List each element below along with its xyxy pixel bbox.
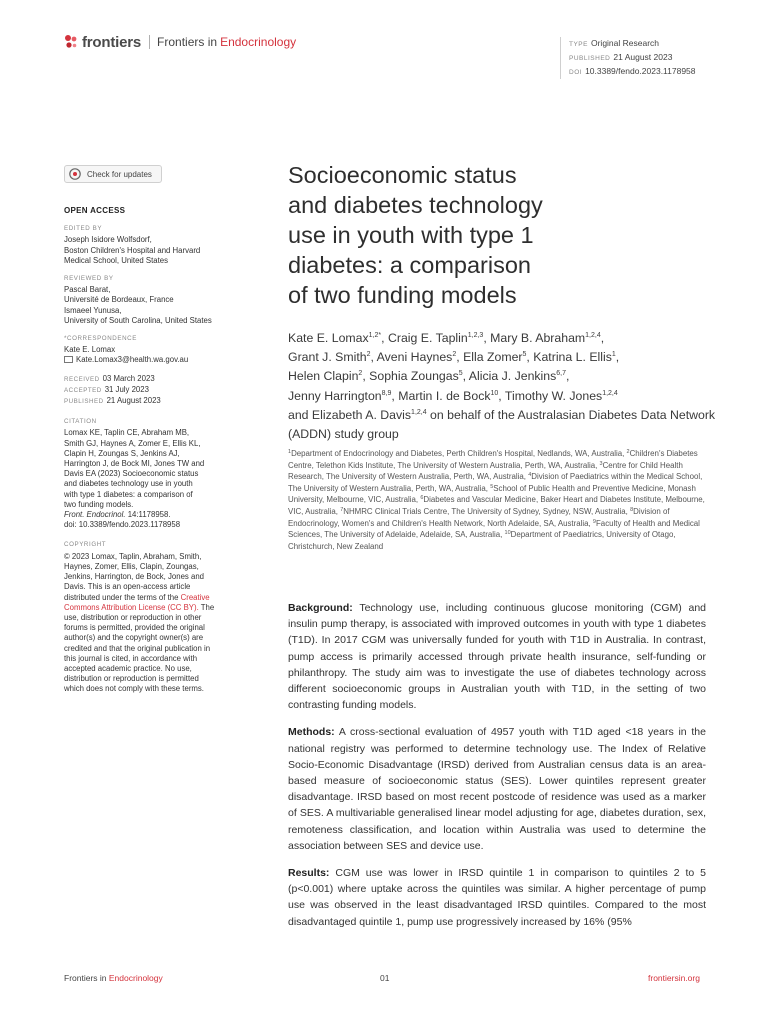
author-name[interactable]: Craig E. Taplin bbox=[387, 331, 468, 345]
citation-line: with type 1 diabetes: a comparison of bbox=[64, 489, 193, 499]
author-affiliation-marker: 1,2,4 bbox=[602, 389, 618, 397]
copyright-line: author(s) and the copyright owner(s) are bbox=[64, 633, 204, 643]
author-separator: , bbox=[566, 369, 570, 384]
author-affiliation-marker: 1,2,3 bbox=[467, 332, 484, 339]
type-label: TYPE bbox=[569, 41, 588, 48]
article-type: Original Research bbox=[590, 38, 660, 48]
author-name[interactable]: Kate E. Lomax bbox=[288, 331, 369, 345]
reviewer-line: Université de Bordeaux, France bbox=[64, 295, 174, 305]
author-name[interactable]: Aveni Haynes bbox=[376, 350, 453, 365]
citation-volume: 14:1178958. bbox=[127, 510, 171, 520]
author-affiliation-marker: 10 bbox=[490, 389, 499, 397]
copyright-line: accepted academic practice. No use, bbox=[64, 663, 192, 673]
abstract-heading: Methods: bbox=[288, 726, 335, 739]
author-separator: , bbox=[483, 331, 491, 345]
copyright-line: distributed under the terms of the bbox=[64, 592, 179, 602]
copyright-line: Davis. This is an open-access article bbox=[64, 582, 191, 592]
author-separator: , bbox=[362, 369, 370, 384]
footer-journal-prefix: Frontiers in bbox=[64, 973, 107, 983]
affiliation-number: 5 bbox=[490, 483, 494, 490]
author-name[interactable]: Helen Clapin bbox=[288, 369, 359, 384]
citation-line: Clapin H, Zoungas S, Jenkins AJ, bbox=[64, 448, 180, 458]
copyright-line: Haynes, Zomer, Ellis, Clapin, Zoungas, bbox=[64, 561, 199, 571]
affiliation-number: 9 bbox=[592, 518, 596, 525]
author-name[interactable]: Martin I. de Bock bbox=[398, 388, 491, 403]
affiliation-number: 10 bbox=[504, 530, 511, 537]
author-affiliation-marker: 1 bbox=[611, 351, 616, 359]
author-name[interactable]: Mary B. Abraham bbox=[490, 331, 586, 345]
footer-journal bbox=[64, 973, 163, 983]
copyright-line: distribution or reproduction is permitted bbox=[64, 674, 199, 684]
abstract bbox=[288, 600, 706, 941]
edited-by-label: EDITED BY bbox=[64, 225, 103, 233]
correspondence-email[interactable]: Kate.Lomax3@health.wa.gov.au bbox=[76, 355, 189, 365]
author-affiliation-marker: 2 bbox=[452, 351, 457, 359]
received-date: 03 March 2023 bbox=[102, 373, 155, 383]
citation-journal: Front. Endocrinol. bbox=[64, 510, 126, 520]
affiliation-text: Children's Diabetes Centre, Telethon Kids Institute, The University of Western Australia, Perth, WA, Australia, bbox=[288, 449, 698, 470]
affiliation-number: 6 bbox=[420, 495, 424, 502]
author-list bbox=[288, 329, 728, 444]
correspondence-label: *CORRESPONDENCE bbox=[64, 335, 137, 343]
article-info-sidebar bbox=[64, 206, 244, 695]
doi-value[interactable]: 10.3389/fendo.2023.1178958 bbox=[585, 66, 696, 76]
author-affiliation-marker: 2 bbox=[358, 370, 363, 378]
footer-journal-name: Endocrinology bbox=[108, 973, 163, 983]
copyright-line: © 2023 Lomax, Taplin, Abraham, Smith, bbox=[64, 551, 202, 561]
citation-line: Davis EA (2023) Socioeconomic status bbox=[64, 469, 199, 479]
copyright-line: credited and that the original publication in bbox=[64, 643, 211, 653]
editor-line: Boston Children's Hospital and Harvard bbox=[64, 245, 201, 255]
affiliation-text: Faculty of Health and Medical Sciences, The University of Adelaide, Adelaide, SA, Australia, bbox=[288, 518, 700, 540]
citation-line: Lomax KE, Taplin CE, Abraham MB, bbox=[64, 428, 190, 438]
author-separator: , bbox=[391, 388, 399, 403]
reviewed-by-label: REVIEWED BY bbox=[64, 275, 114, 283]
footer-site-link[interactable]: frontiersin.org bbox=[648, 973, 700, 983]
affiliation-text: NHMRC Clinical Trials Centre, The University of Sydney, Sydney, NSW, Australia, bbox=[343, 506, 628, 516]
abstract-results bbox=[288, 865, 706, 930]
published-date: 21 August 2023 bbox=[613, 52, 673, 62]
affiliation-text: Department of Paediatrics, University of Otago, Christchurch, New Zealand bbox=[288, 530, 676, 551]
author-separator: , bbox=[600, 331, 605, 345]
author-name[interactable]: Alicia J. Jenkins bbox=[468, 369, 557, 384]
affiliation-number: 2 bbox=[626, 449, 630, 455]
reviewer-line: Pascal Barat, bbox=[64, 285, 111, 295]
affiliation-text: Division of Endocrinology, Women's and Children's Health Network, North Adelaide, SA, Australia, bbox=[288, 506, 670, 528]
doi-label: DOI bbox=[569, 69, 583, 76]
copyright-line: Jenkins, Harrington, de Bock, Jones and bbox=[64, 572, 204, 582]
author-name[interactable]: Sophia Zoungas bbox=[369, 369, 459, 384]
brand-name: frontiers bbox=[82, 33, 142, 51]
author-affiliation-marker: 5 bbox=[458, 370, 463, 378]
license-link[interactable]: Commons Attribution License (CC BY). bbox=[64, 602, 199, 612]
affiliation-text: Centre for Child Health Research, The University of Western Australia, Perth, WA, Australia, bbox=[288, 460, 683, 482]
frontiers-mark-icon bbox=[64, 34, 78, 50]
affiliation-number: 1 bbox=[288, 449, 292, 455]
author-separator: , bbox=[615, 350, 620, 365]
abstract-text: CGM use was lower in IRSD quintile 1 in comparison to quintiles 2 to 5 (p<0.001) where uptake across the quintiles was similar. A higher percentage of pump use was observed in the least disadvantaged IRSD quintiles. Compared to the most disadvantaged quintile 1, pump use progressively increased by 16% (95% bbox=[288, 867, 706, 928]
author-name[interactable]: Ella Zomer bbox=[463, 350, 523, 365]
article-title bbox=[288, 160, 628, 310]
copyright-line: which does not comply with these terms. bbox=[64, 684, 204, 694]
citation-label: CITATION bbox=[64, 418, 97, 426]
author-name[interactable]: and Elizabeth A. Davis bbox=[288, 407, 412, 422]
author-separator: , bbox=[498, 388, 505, 403]
published-label: PUBLISHED bbox=[64, 398, 104, 406]
affiliation-text: Diabetes and Vascular Medicine, Baker Heart and Diabetes Institute, Melbourne, VIC, Australia, bbox=[288, 495, 705, 516]
affiliation-number: 7 bbox=[340, 506, 344, 513]
copyright-line: use, distribution or reproduction in other bbox=[64, 612, 202, 622]
editor-line: Medical School, United States bbox=[64, 255, 169, 265]
author-separator: , bbox=[370, 350, 377, 365]
citation-line: two funding models. bbox=[64, 499, 134, 509]
abstract-heading: Results: bbox=[288, 867, 330, 880]
author-affiliation-marker: 1,2* bbox=[368, 332, 382, 339]
accepted-label: ACCEPTED bbox=[64, 386, 102, 394]
editor-line: Joseph Isidore Wolfsdorf, bbox=[64, 235, 152, 245]
author-group-note: on behalf of the Australasian Diabetes Data Network (ADDN) study group bbox=[288, 407, 716, 442]
published-date: 21 August 2023 bbox=[106, 396, 161, 406]
author-affiliation-marker: 6,7 bbox=[556, 370, 567, 378]
author-affiliation-marker: 5 bbox=[522, 351, 527, 359]
author-separator: , bbox=[526, 350, 534, 365]
affiliation-text: Department of Endocrinology and Diabetes, Perth Children's Hospital, Nedlands, WA, Australia, bbox=[291, 449, 625, 458]
check-updates-button[interactable] bbox=[64, 165, 162, 183]
reviewer-line: Ismaeel Yunusa, bbox=[64, 305, 122, 315]
title-line: diabetes: a comparison bbox=[288, 252, 531, 278]
license-link[interactable]: Creative bbox=[180, 592, 210, 602]
abstract-heading: Background: bbox=[288, 602, 353, 614]
frontiers-logo[interactable] bbox=[64, 33, 296, 51]
citation-line: and diabetes technology use in youth bbox=[64, 479, 193, 489]
author-separator: , bbox=[381, 331, 388, 345]
correspondence-name: Kate E. Lomax bbox=[64, 345, 116, 355]
affiliations bbox=[288, 448, 708, 552]
abstract-methods bbox=[288, 724, 706, 854]
affiliation-number: 8 bbox=[630, 506, 634, 513]
published-label: PUBLISHED bbox=[569, 55, 611, 62]
logo-divider bbox=[149, 35, 150, 49]
title-line: use in youth with type 1 bbox=[288, 222, 534, 248]
title-line: of two funding models bbox=[288, 282, 517, 308]
title-line: Socioeconomic status bbox=[288, 162, 517, 188]
reviewer-line: University of South Carolina, United States bbox=[64, 315, 212, 325]
journal-name: Endocrinology bbox=[220, 35, 297, 49]
author-affiliation-marker: 1,2,4 bbox=[411, 408, 427, 416]
author-affiliation-marker: 2 bbox=[366, 351, 371, 359]
affiliation-number: 4 bbox=[528, 472, 532, 479]
author-name[interactable]: Timothy W. Jones bbox=[504, 388, 603, 403]
author-separator: , bbox=[462, 369, 469, 384]
copyright-label: COPYRIGHT bbox=[64, 541, 107, 549]
citation-line: Harrington J, de Bock MI, Jones TW and bbox=[64, 459, 205, 469]
abstract-text: Technology use, including continuous glucose monitoring (CGM) and insulin pump therapy, is associated with improved outcomes in youth with type 1 diabetes (T1D). In 2017 CGM was universally funded for youth with T1D in Australia. In contrast, pump access is primarily accessed through private health insurance, self-funding or philanthropy. The study aim was to investigate the use of diabetes technology across different socioeconomic groups in Australian youth with T1D, in the setting of two contrasting funding models. bbox=[288, 602, 706, 712]
check-updates-icon bbox=[69, 168, 81, 180]
author-name[interactable]: Grant J. Smith bbox=[288, 350, 367, 365]
copyright-line: The bbox=[200, 602, 215, 612]
article-meta bbox=[560, 37, 696, 79]
author-name[interactable]: Katrina L. Ellis bbox=[533, 350, 612, 365]
received-label: RECEIVED bbox=[64, 375, 100, 383]
abstract-text: A cross-sectional evaluation of 4957 youth with T1D aged <18 years in the national registry was performed to determine technology use. The Index of Relative Socio-Economic Disadvantage (IRSD) derived from Australian census data is an area-based measure of socioeconomic status (SES). Lower quintiles represent greater disadvantage. IRSD based on most recent postcode of residence was used as a marker of SES. A multivariable generalised linear model adjusting for age, diabetes duration, sex, remoteness classification, and location within Australia was used to determine the association between SES and device use. bbox=[288, 726, 706, 852]
citation-doi[interactable]: doi: 10.3389/fendo.2023.1178958 bbox=[64, 520, 181, 530]
journal-name-prefix: Frontiers in bbox=[157, 35, 218, 49]
abstract-background bbox=[288, 600, 706, 713]
page-number: 01 bbox=[380, 973, 390, 983]
title-line: and diabetes technology bbox=[288, 192, 543, 218]
check-updates-label: Check for updates bbox=[87, 169, 152, 179]
accepted-date: 31 July 2023 bbox=[104, 384, 149, 394]
author-separator: , bbox=[456, 350, 464, 365]
copyright-line: this journal is cited, in accordance with bbox=[64, 653, 198, 663]
affiliation-number: 3 bbox=[599, 460, 603, 467]
email-icon bbox=[64, 356, 73, 363]
affiliation-text: School of Public Health and Preventive Medicine, Monash University, Melbourne, VIC, Australia, bbox=[288, 483, 696, 505]
author-name[interactable]: Jenny Harrington bbox=[288, 388, 382, 403]
author-affiliation-marker: 8,9 bbox=[381, 389, 392, 397]
author-affiliation-marker: 1,2,4 bbox=[585, 332, 601, 339]
copyright-line: forums is permitted, provided the original bbox=[64, 623, 205, 633]
affiliation-text: Division of Paediatrics within the Medical School, The University of Western Australia, Perth, WA, Australia, bbox=[288, 472, 703, 493]
open-access-label: OPEN ACCESS bbox=[64, 206, 126, 215]
citation-line: Smith GJ, Haynes A, Zomer E, Ellis KL, bbox=[64, 438, 201, 448]
